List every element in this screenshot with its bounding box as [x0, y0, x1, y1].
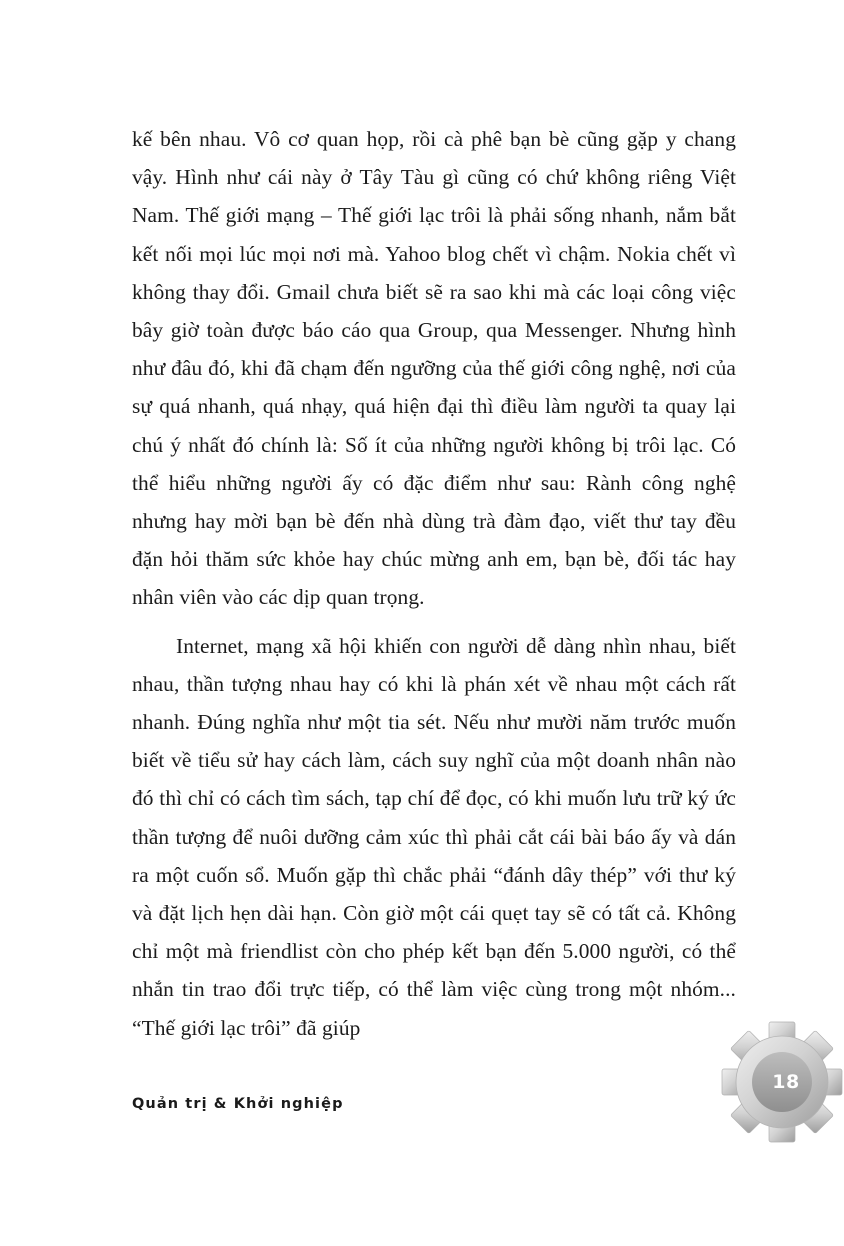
paragraph: kế bên nhau. Vô cơ quan họp, rồi cà phê bạn bè cũng gặp y chang vậy. Hình như cái này ở Tây Tàu gì cũng có chứ không riêng Việt Nam. Thế giới mạng – Thế giới lạc trôi là phải sống nhanh, nắm bắt kết nối mọi lúc mọi nơi mà. Yahoo blog chết vì chậm. Nokia chết vì không thay đổi. Gmail chưa biết sẽ ra sao khi mà các loại công việc bây giờ toàn được báo cáo qua Group, qua Messenger. Nhưng hình như đâu đó, khi đã chạm đến ngưỡng của thế giới công nghệ, nơi của sự quá nhanh, quá nhạy, quá hiện đại thì điều làm người ta quay lại chú ý nhất đó chính là: Số ít của những người không bị trôi lạc. Có thể hiểu những người ấy có đặc điểm như sau: Rành công nghệ nhưng hay mời bạn bè đến nhà dùng trà đàm đạo, viết thư tay đều đặn hỏi thăm sức khỏe hay chúc mừng anh em, bạn bè, đối tác hay nhân viên vào các dịp quan trọng. [132, 127, 736, 610]
page-body [132, 120, 736, 1047]
page-number-gear [720, 1020, 844, 1144]
page-number: 18 [772, 1071, 800, 1093]
footer-label: Quản trị & Khởi nghiệp [132, 1096, 344, 1112]
paragraph: Internet, mạng xã hội khiến con người dễ dàng nhìn nhau, biết nhau, thần tượng nhau hay có khi là phán xét về nhau một cách rất nhanh. Đúng nghĩa như một tia sét. Nếu như mười năm trước muốn biết về tiểu sử hay cách làm, cách suy nghĩ của một doanh nhân nào đó thì chỉ có cách tìm sách, tạp chí để đọc, có khi muốn lưu trữ ký ức thần tượng để nuôi dưỡng cảm xúc thì phải cắt cái bài báo ấy và dán ra một cuốn sổ. Muốn gặp thì chắc phải “đánh dây thép” với thư ký và đặt lịch hẹn dài hạn. Còn giờ một cái quẹt tay sẽ có tất cả. Không chỉ một mà friendlist còn cho phép kết bạn đến 5.000 người, có thể nhắn tin trao đổi trực tiếp, có thể làm việc cùng trong một nhóm... “Thế giới lạc trôi” đã giúp [132, 633, 736, 1040]
page-footer [132, 1096, 552, 1112]
